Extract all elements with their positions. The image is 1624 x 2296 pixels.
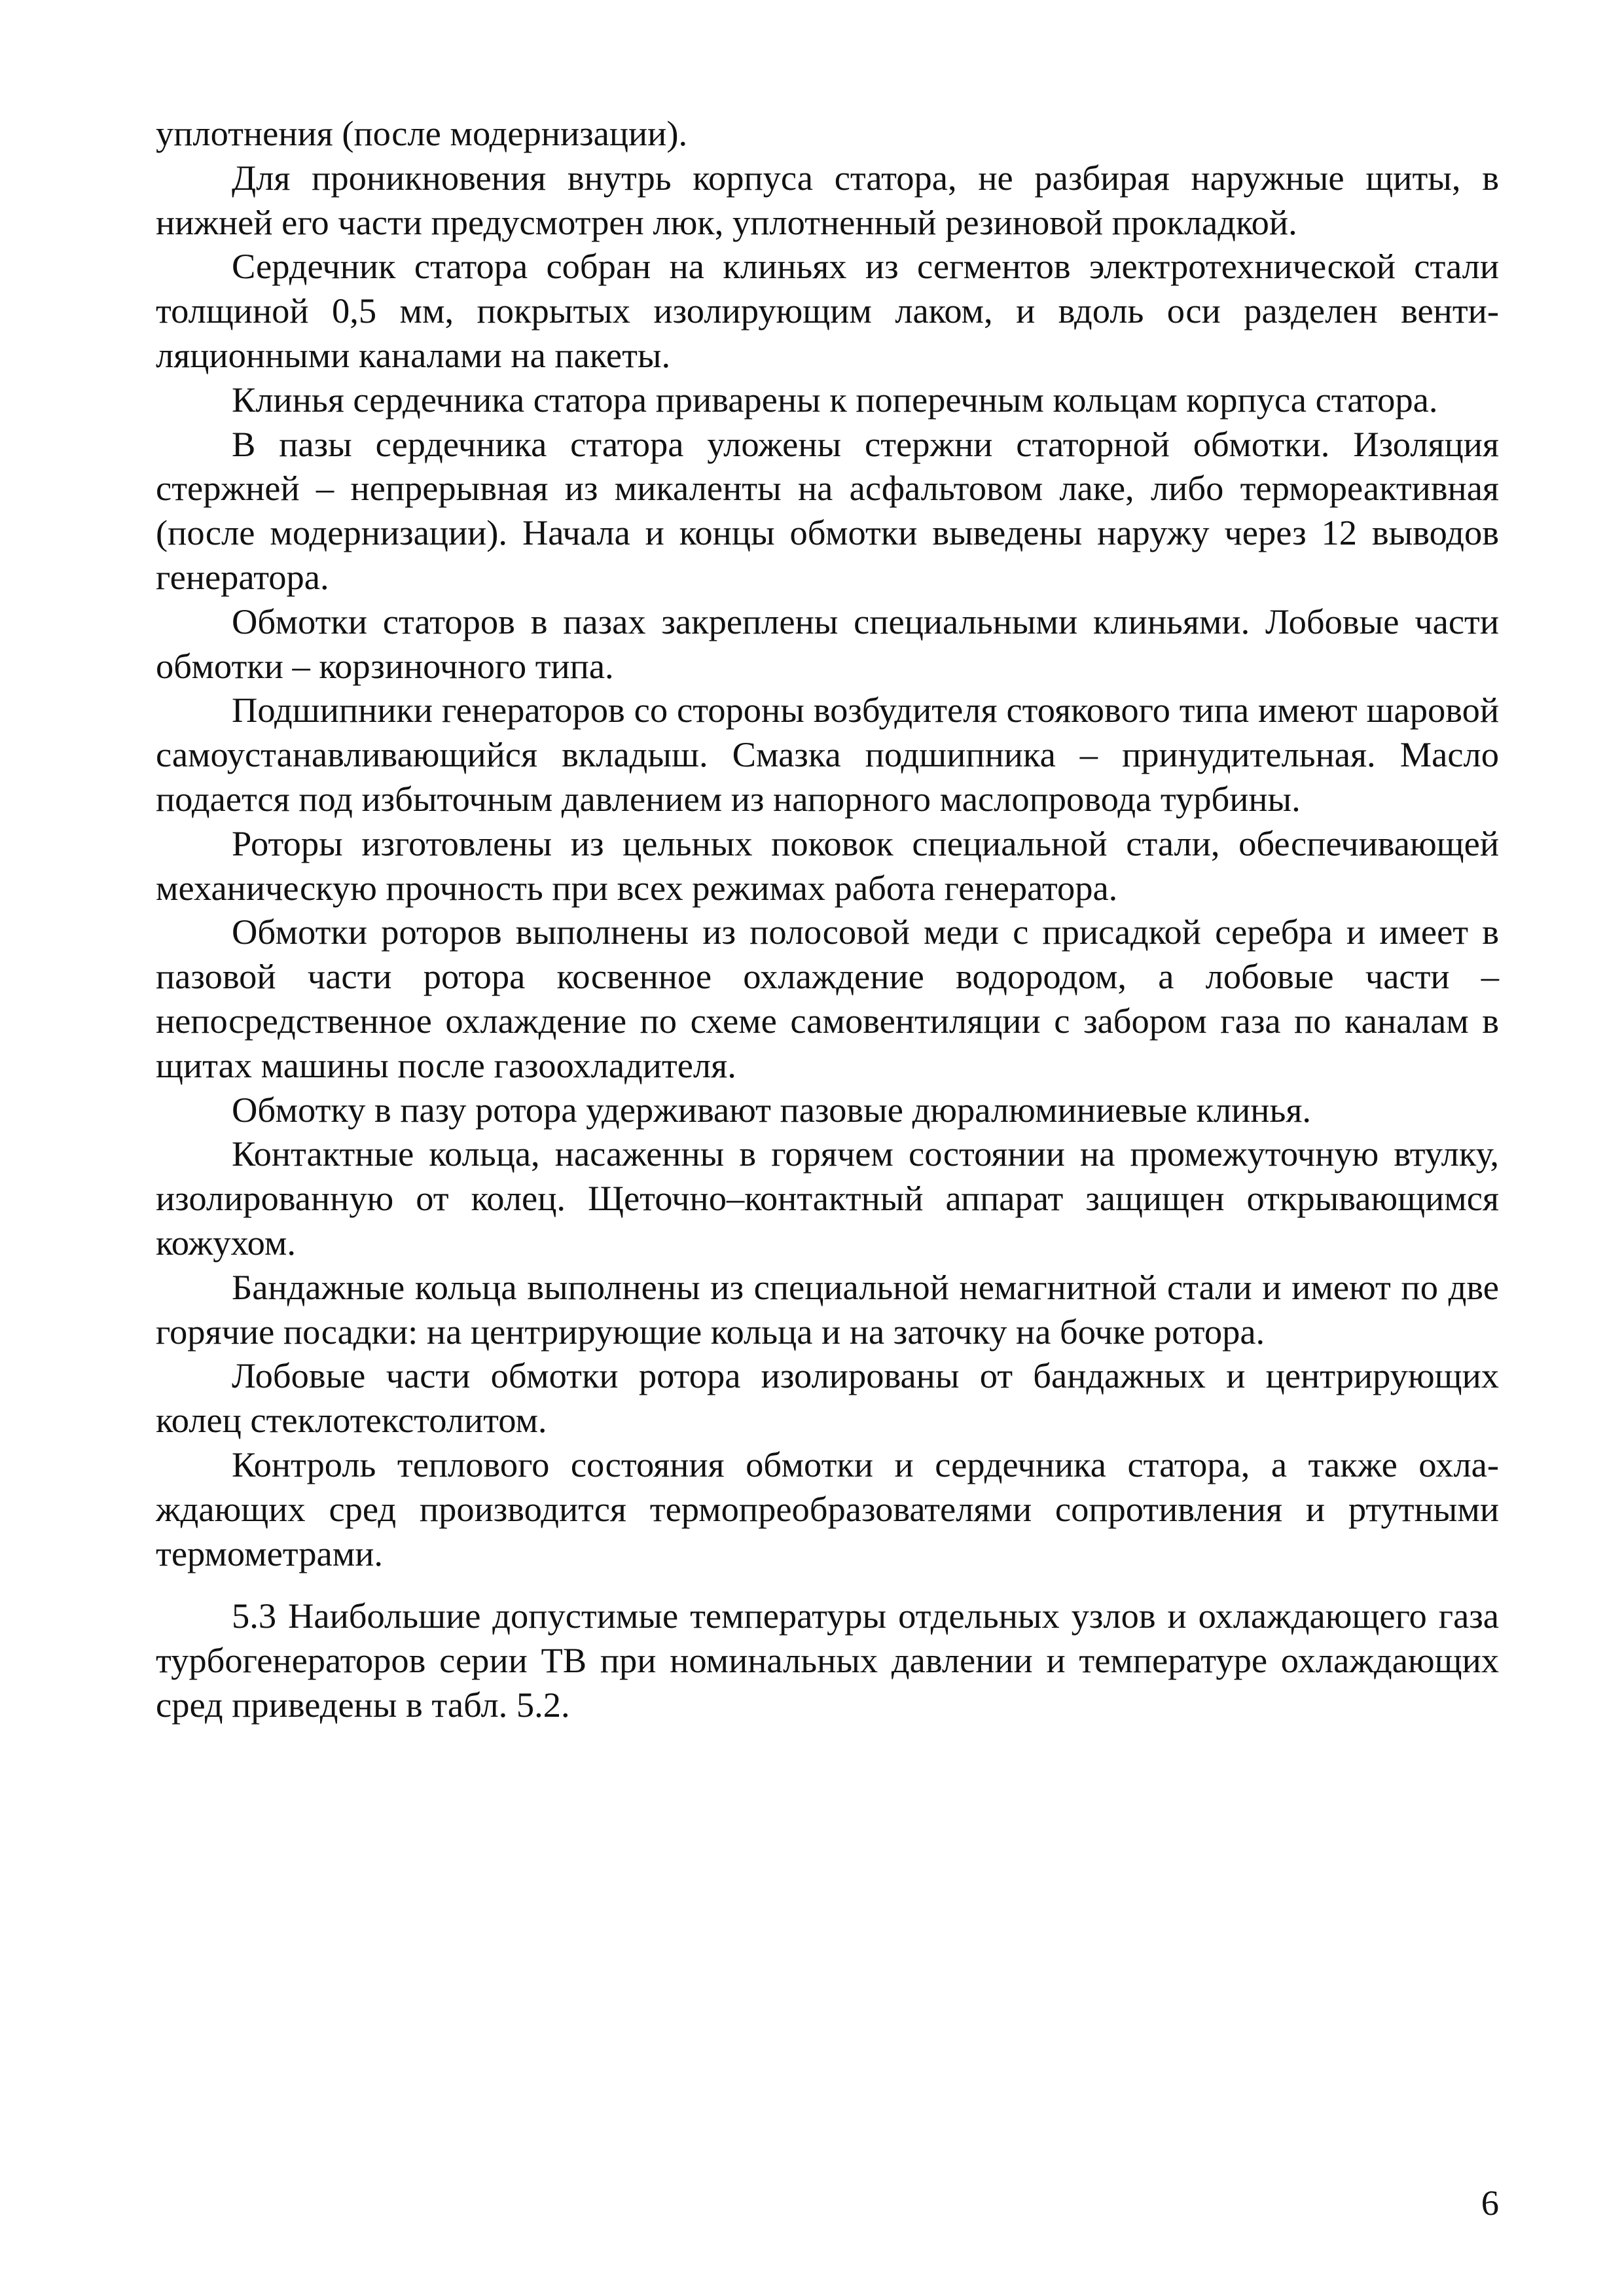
paragraph-stator-core: Сердечник статора собран на клиньях из сегментов электротехнической стали толщиной 0,5 мм, покрытых изолирующим лаком, и вдоль оси разделен вентиляционными каналами на пакеты. [156, 246, 1499, 375]
paragraph-retaining-rings: Бандажные кольца выполнены из специальной немагнитной стали и имеют по две горячие посадки: на центрирующие кольца и на заточку на бочке ротора. [156, 1266, 1499, 1352]
page-number: 6 [1481, 2183, 1499, 2223]
paragraph-end-insulation: Лобовые части обмотки ротора изолированы от бандажных и центрирующих колец стеклотекстолитом. [156, 1355, 1499, 1441]
paragraph-rotor-windings: Обмотки роторов выполнены из полосовой меди с присадкой серебра и имеет в пазовой части ротора косвенное охлаждение водородом, а лобовые части – непосредственное охлаждение по схеме самовентиляции с забором газа по каналам в щитах машины после газоохладителя. [156, 912, 1499, 1085]
paragraph-slot-wedges: Обмотку в пазу ротора удерживают пазовые дюралюминиевые клинья. [232, 1089, 1312, 1130]
paragraph-stator-hatch: Для проникновения внутрь корпуса статора, не разбирая наружные щиты, в нижней его части предусмотрен люк, уплотненный резиновой прокладкой. [156, 157, 1499, 242]
paragraph-thermal-control: Контроль теплового состояния обмотки и сердечника статора, а также охлаждающих сред производится термопреобразователями сопротивления и ртутными термометрами. [156, 1444, 1499, 1573]
paragraph-rotors: Роторы изготовлены из цельных поковок специальной стали, обеспечивающей механическую прочность при всех режимах работа генератора. [156, 823, 1499, 908]
paragraph-continuation: уплотнения (после модернизации). [156, 113, 688, 153]
paragraph-stator-winding: В пазы сердечника статора уложены стержни статорной обмотки. Изоляция стержней – непрерывная из микаленты на асфальтовом лаке, либо термореактивная (после модернизации). Начала и концы обмотки выведены наружу через 12 выводов генератора. [156, 423, 1499, 597]
paragraph-slip-rings: Контактные кольца, насаженны в горячем состоянии на промежуточную втулку, изолированную от колец. Щеточно–контактный аппарат защищен открывающимся кожухом. [156, 1134, 1499, 1263]
paragraph-section-5-3: 5.3 Наибольшие допустимые температуры отдельных узлов и охлаждающего газа турбогенераторов серии ТВ при номинальных давлении и температуре охлаждающих сред приведены в табл. 5.2. [156, 1596, 1499, 1725]
paragraph-winding-fixing: Обмотки статоров в пазах закреплены специальными клиньями. Лобовые части обмотки – корзиночного типа. [156, 601, 1499, 686]
paragraph-bearings: Подшипники генераторов со стороны возбудителя стоякового типа имеют шаровой самоустанавливающийся вкладыш. Смазка подшипника – принудительная. Масло подается под избыточным давлением из напорного маслопровода турбины. [156, 690, 1499, 819]
paragraph-core-wedges: Клинья сердечника статора приварены к поперечным кольцам корпуса статора. [232, 379, 1438, 420]
body-text [156, 111, 1499, 1727]
